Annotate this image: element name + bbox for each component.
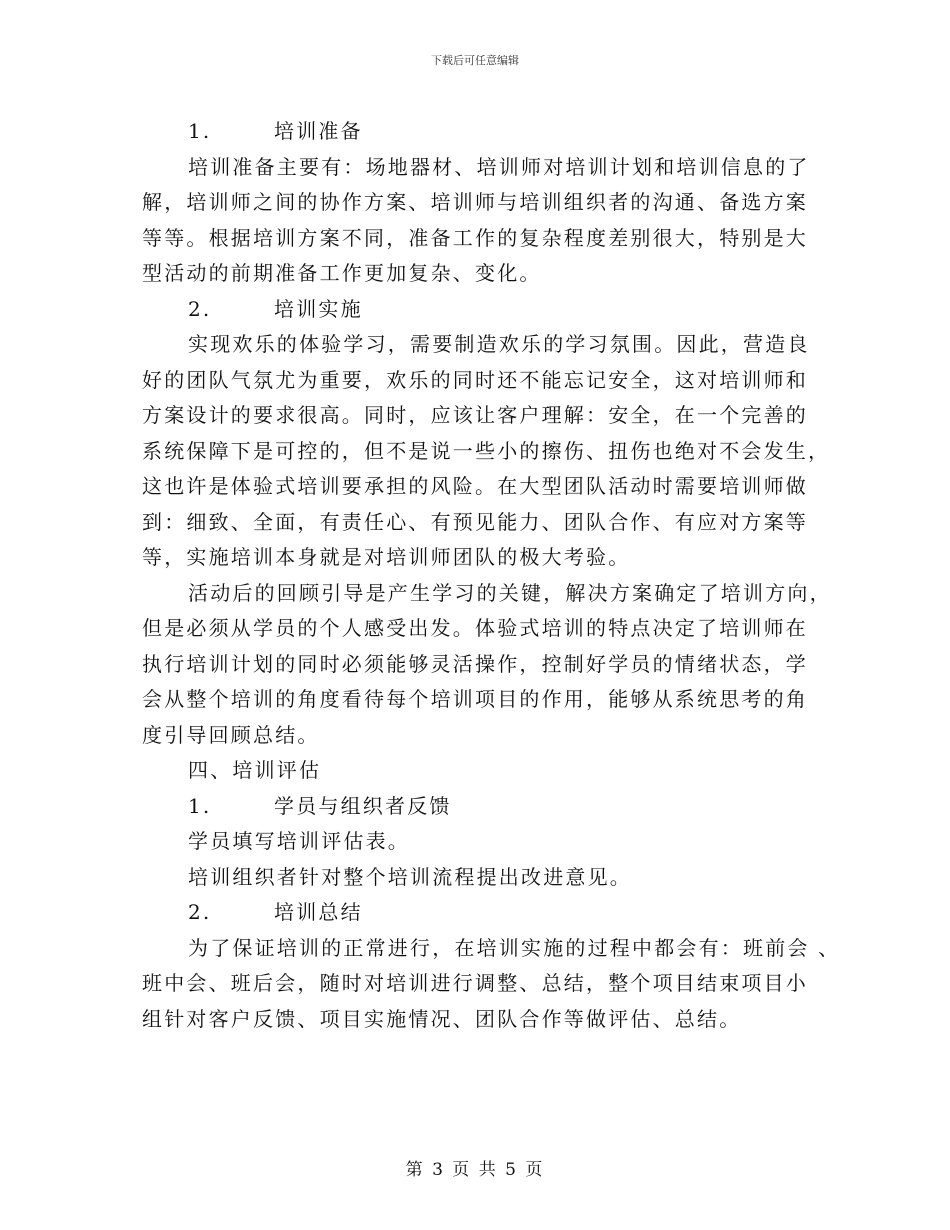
paragraph-line: 度引导回顾总结。 bbox=[142, 722, 320, 747]
paragraph-line: 到：细致、全面，有责任心、有预见能力、团队合作、有应对方案等 bbox=[142, 509, 808, 534]
paragraph-line: 执行培训计划的同时必须能够灵活操作，控制好学员的情绪状态，学 bbox=[142, 651, 808, 676]
paragraph-line: 等，实施培训本身就是对培训师团队的极大考验。 bbox=[142, 545, 631, 569]
subsection-heading-feedback bbox=[142, 789, 810, 825]
paragraph-line: 活动后的回顾引导是产生学习的关键，解决方案确定了培训方向， bbox=[188, 580, 832, 605]
heading-title: 培训实施 bbox=[274, 296, 363, 321]
paragraph-line: 好的团队气氛尤为重要，欢乐的同时还不能忘记安全，这对培训师和 bbox=[142, 367, 808, 392]
page-number-footer: 第 3 页 共 5 页 bbox=[405, 1160, 545, 1180]
paragraph-line: 为了保证培训的正常进行，在培训实施的过程中都会有：班前会 、 bbox=[188, 935, 841, 960]
heading-number: 1. bbox=[188, 119, 212, 143]
section-heading-evaluation: 四、培训评估 bbox=[188, 758, 322, 782]
paragraph-line: 培训准备主要有：场地器材、培训师对培训计划和培训信息的了 bbox=[188, 154, 810, 179]
paragraph-line: 系统保障下是可控的，但不是说一些小的擦伤、扭伤也绝对不会发生， bbox=[142, 438, 831, 463]
heading-number: 2. bbox=[188, 900, 212, 924]
paragraph-line: 学员填写培训评估表。 bbox=[188, 829, 410, 853]
subsection-heading-summary bbox=[142, 895, 810, 931]
paragraph-line: 班中会、班后会，随时对培训进行调整、总结，整个项目结束项目小 bbox=[142, 971, 808, 995]
heading-title: 培训准备 bbox=[274, 119, 363, 143]
paragraph-line: 但是必须从学员的个人感受出发。体验式培训的特点决定了培训师在 bbox=[142, 616, 808, 640]
paragraph-line: 等等。根据培训方案不同，准备工作的复杂程度差别很大，特别是大 bbox=[142, 225, 808, 250]
paragraph-line: 培训组织者针对整个培训流程提出改进意见。 bbox=[188, 864, 632, 889]
paragraph-line: 组针对客户反馈、项目实施情况、团队合作等做评估、总结。 bbox=[142, 1006, 742, 1031]
heading-title: 学员与组织者反馈 bbox=[274, 793, 452, 818]
paragraph-line: 方案设计的要求很高。同时，应该让客户理解：安全，在一个完善的 bbox=[142, 403, 808, 427]
heading-number: 1. bbox=[188, 793, 212, 818]
document-body bbox=[142, 114, 841, 1037]
section-heading-preparation bbox=[142, 114, 810, 150]
section-heading-implementation bbox=[142, 292, 810, 328]
paragraph-line: 会从整个培训的角度看待每个培训项目的作用，能够从系统思考的角 bbox=[142, 687, 808, 711]
heading-title: 培训总结 bbox=[274, 900, 363, 924]
paragraph-line: 解，培训师之间的协作方案、培训师与培训组织者的沟通、备选方案 bbox=[142, 190, 808, 214]
paragraph-line: 这也许是体验式培训要承担的风险。在大型团队活动时需要培训师做 bbox=[142, 474, 808, 498]
heading-number: 2. bbox=[188, 296, 212, 321]
paragraph-line: 型活动的前期准备工作更加复杂、变化。 bbox=[142, 261, 542, 285]
paragraph-line: 实现欢乐的体验学习，需要制造欢乐的学习氛围。因此，营造良 bbox=[188, 332, 810, 356]
page-header: 下载后可任意编辑 bbox=[431, 54, 519, 67]
